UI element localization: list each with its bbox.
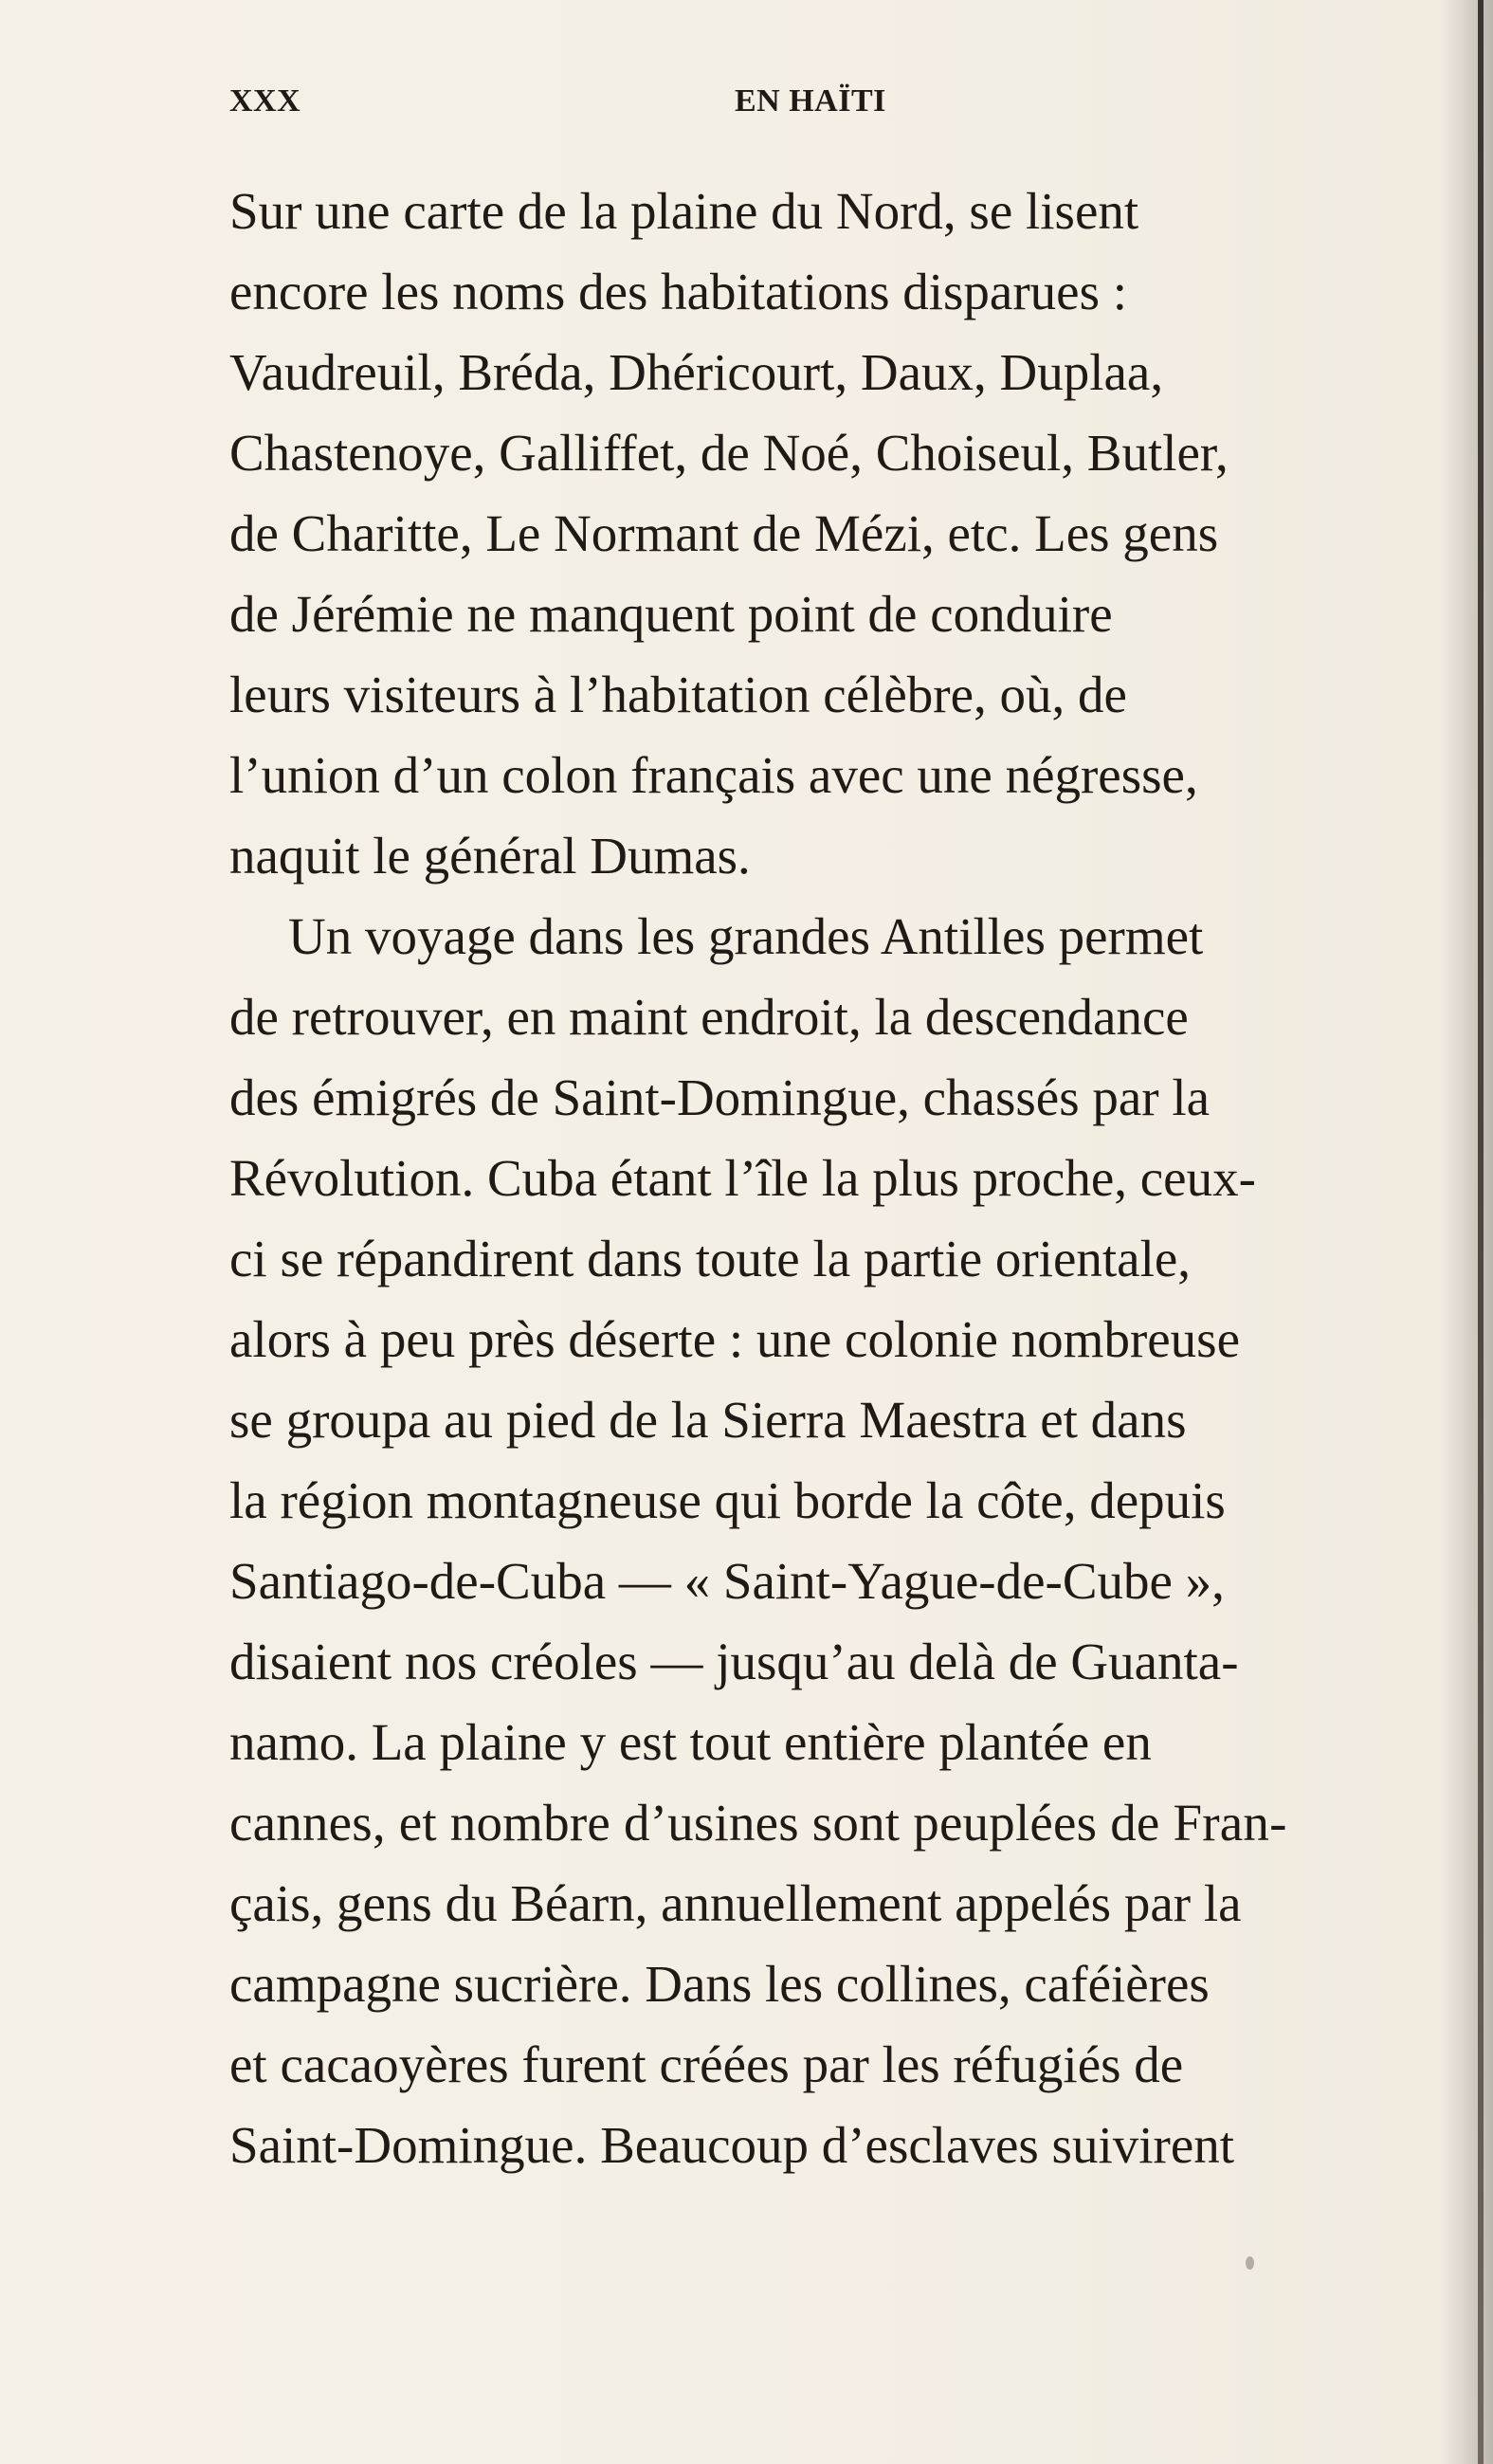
- text-line: et cacaoyères furent créées par les réfugiés de: [229, 2035, 1184, 2093]
- page-binding-edge: [1478, 0, 1484, 2464]
- text-line: Sur une carte de la plaine du Nord, se lisent: [229, 182, 1139, 240]
- text-line: se groupa au pied de la Sierra Maestra et dans: [229, 1391, 1187, 1449]
- text-line: leurs visiteurs à l’habitation célèbre, où, de: [229, 666, 1127, 723]
- text-line: Vaudreuil, Bréda, Dhéricourt, Daux, Duplaa,: [229, 343, 1164, 401]
- text-line: Saint-Domingue. Beaucoup d’esclaves suivirent: [229, 2116, 1235, 2174]
- text-line: alors à peu près déserte : une colonie nombreuse: [229, 1310, 1241, 1368]
- running-header: [229, 83, 1414, 131]
- text-line: encore les noms des habitations disparues :: [229, 263, 1128, 320]
- text-line: namo. La plaine y est tout entière plantée en: [229, 1713, 1152, 1771]
- text-line: naquit le général Dumas.: [229, 827, 751, 885]
- paragraph-start-line: Un voyage dans les grandes Antilles permet: [288, 907, 1204, 965]
- text-line: de retrouver, en maint endroit, la descendance: [229, 988, 1189, 1046]
- binding-shadow: [1441, 0, 1493, 2464]
- body-text: [229, 171, 1433, 2185]
- text-line: la région montagneuse qui borde la côte, depuis: [229, 1471, 1226, 1529]
- text-line: ci se répandirent dans toute la partie orientale,: [229, 1230, 1192, 1287]
- text-line: des émigrés de Saint-Domingue, chassés par la: [229, 1068, 1211, 1126]
- text-line: cannes, et nombre d’usines sont peuplées de Fran-: [229, 1794, 1287, 1852]
- text-line: Révolution. Cuba étant l’île la plus proche, ceux-: [229, 1149, 1256, 1207]
- page-number: XXX: [229, 83, 301, 119]
- text-line: çais, gens du Béarn, annuellement appelés par la: [229, 1874, 1242, 1932]
- paper-speck: [1246, 2256, 1254, 2270]
- text-line: campagne sucrière. Dans les collines, caféières: [229, 1955, 1210, 2013]
- text-line: de Charitte, Le Normant de Mézi, etc. Les gens: [229, 504, 1219, 562]
- text-line: de Jérémie ne manquent point de conduire: [229, 585, 1113, 643]
- text-line: Chastenoye, Galliffet, de Noé, Choiseul, Butler,: [229, 424, 1229, 482]
- text-line: l’union d’un colon français avec une négresse,: [229, 746, 1198, 804]
- running-title: EN HAÏTI: [735, 83, 886, 119]
- text-line: disaient nos créoles — jusqu’au delà de Guanta-: [229, 1633, 1239, 1690]
- text-line: Santiago-de-Cuba — « Saint-Yague-de-Cube »,: [229, 1552, 1225, 1610]
